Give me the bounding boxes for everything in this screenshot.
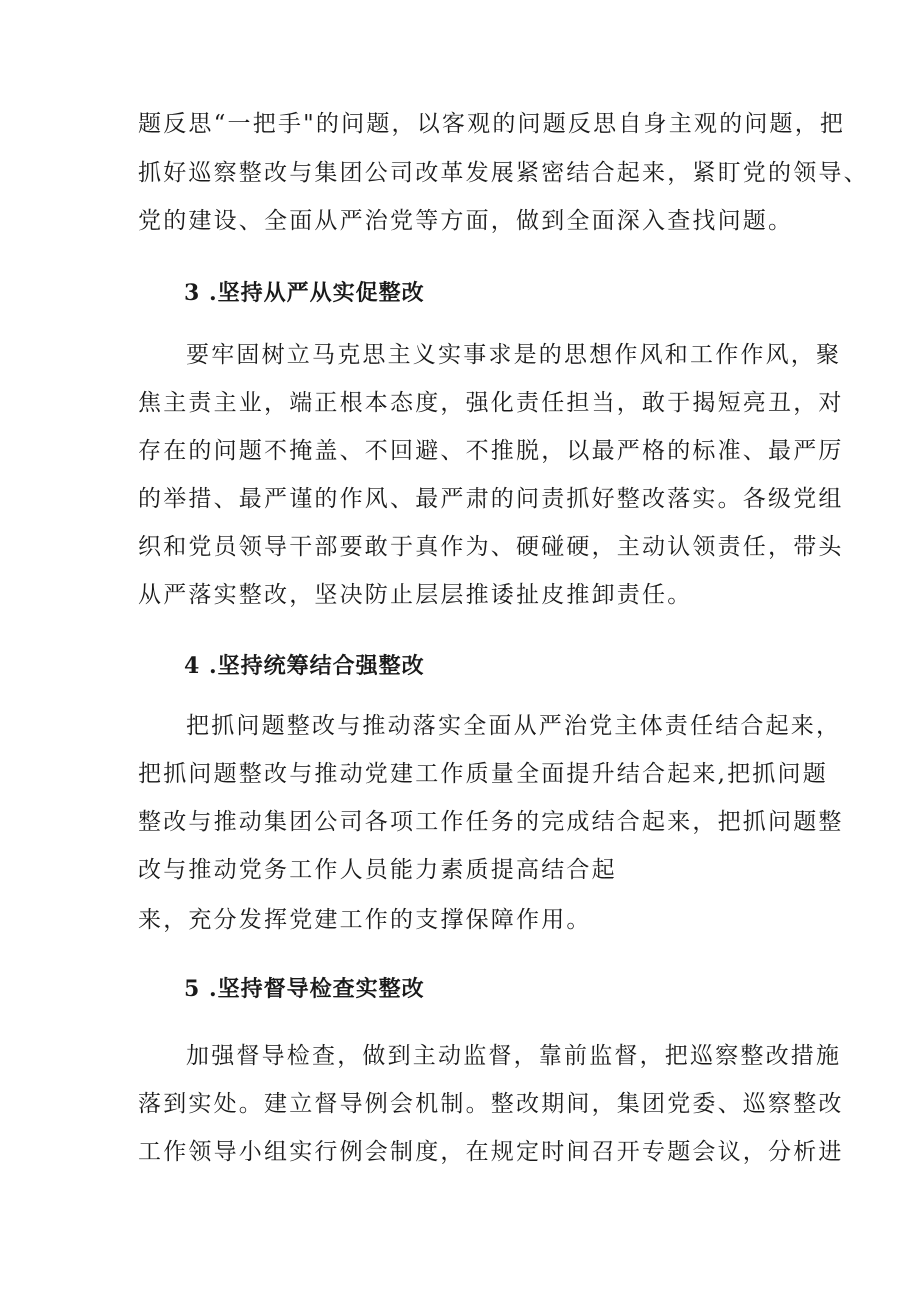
paragraph-line: 存在的问题不掩盖、不回避、不推脱，以最严格的标准、最严厉: [138, 438, 844, 464]
section-heading-5: 5 .坚持督导检查实整改: [184, 976, 425, 1002]
paragraph-line: 整改与推动集团公司各项工作任务的完成结合起来，把抓问题整: [138, 809, 844, 835]
paragraph-line: 来，充分发挥党建工作的支撑保障作用。: [138, 907, 592, 933]
paragraph-line: 把抓问题整改与推动落实全面从严治党主体责任结合起来，: [186, 713, 842, 739]
section-heading-4: 4 .坚持统筹结合强整改: [184, 653, 425, 679]
paragraph-line: 的举措、最严谨的作风、最严肃的问责抓好整改落实。各级党组: [138, 486, 844, 512]
paragraph-line: 织和党员领导干部要敢于真作为、硬碰硬，主动认领责任，带头: [138, 534, 844, 560]
paragraph-line: 抓好巡察整改与集团公司改革发展紧密结合起来，紧盯党的领导、: [138, 160, 869, 186]
paragraph-line: 要牢固树立马克思主义实事求是的思想作风和工作作风，聚: [186, 342, 842, 368]
paragraph-line: 题反思“一把手"的问题，以客观的问题反思自身主观的问题，把: [138, 111, 846, 137]
paragraph-line: 改与推动党务工作人员能力素质提高结合起: [138, 857, 617, 883]
paragraph-line: 党的建设、全面从严治党等方面，做到全面深入查找问题。: [138, 208, 794, 234]
paragraph-line: 落到实处。建立督导例会机制。整改期间，集团党委、巡察整改: [138, 1091, 844, 1117]
paragraph-line: 焦主责主业，端正根本态度，强化责任担当，敢于揭短亮丑，对: [138, 390, 844, 416]
paragraph-line: 从严落实整改，坚决防止层层推诿扯皮推卸责任。: [138, 582, 693, 608]
paragraph-line: 加强督导检查，做到主动监督，靠前监督，把巡察整改措施: [186, 1043, 842, 1069]
paragraph-line: 工作领导小组实行例会制度，在规定时间召开专题会议，分析进: [138, 1139, 844, 1165]
paragraph-line: 把抓问题整改与推动党建工作质量全面提升结合起来,把抓问题: [138, 761, 828, 787]
section-heading-3: 3 .坚持从严从实促整改: [184, 280, 425, 306]
